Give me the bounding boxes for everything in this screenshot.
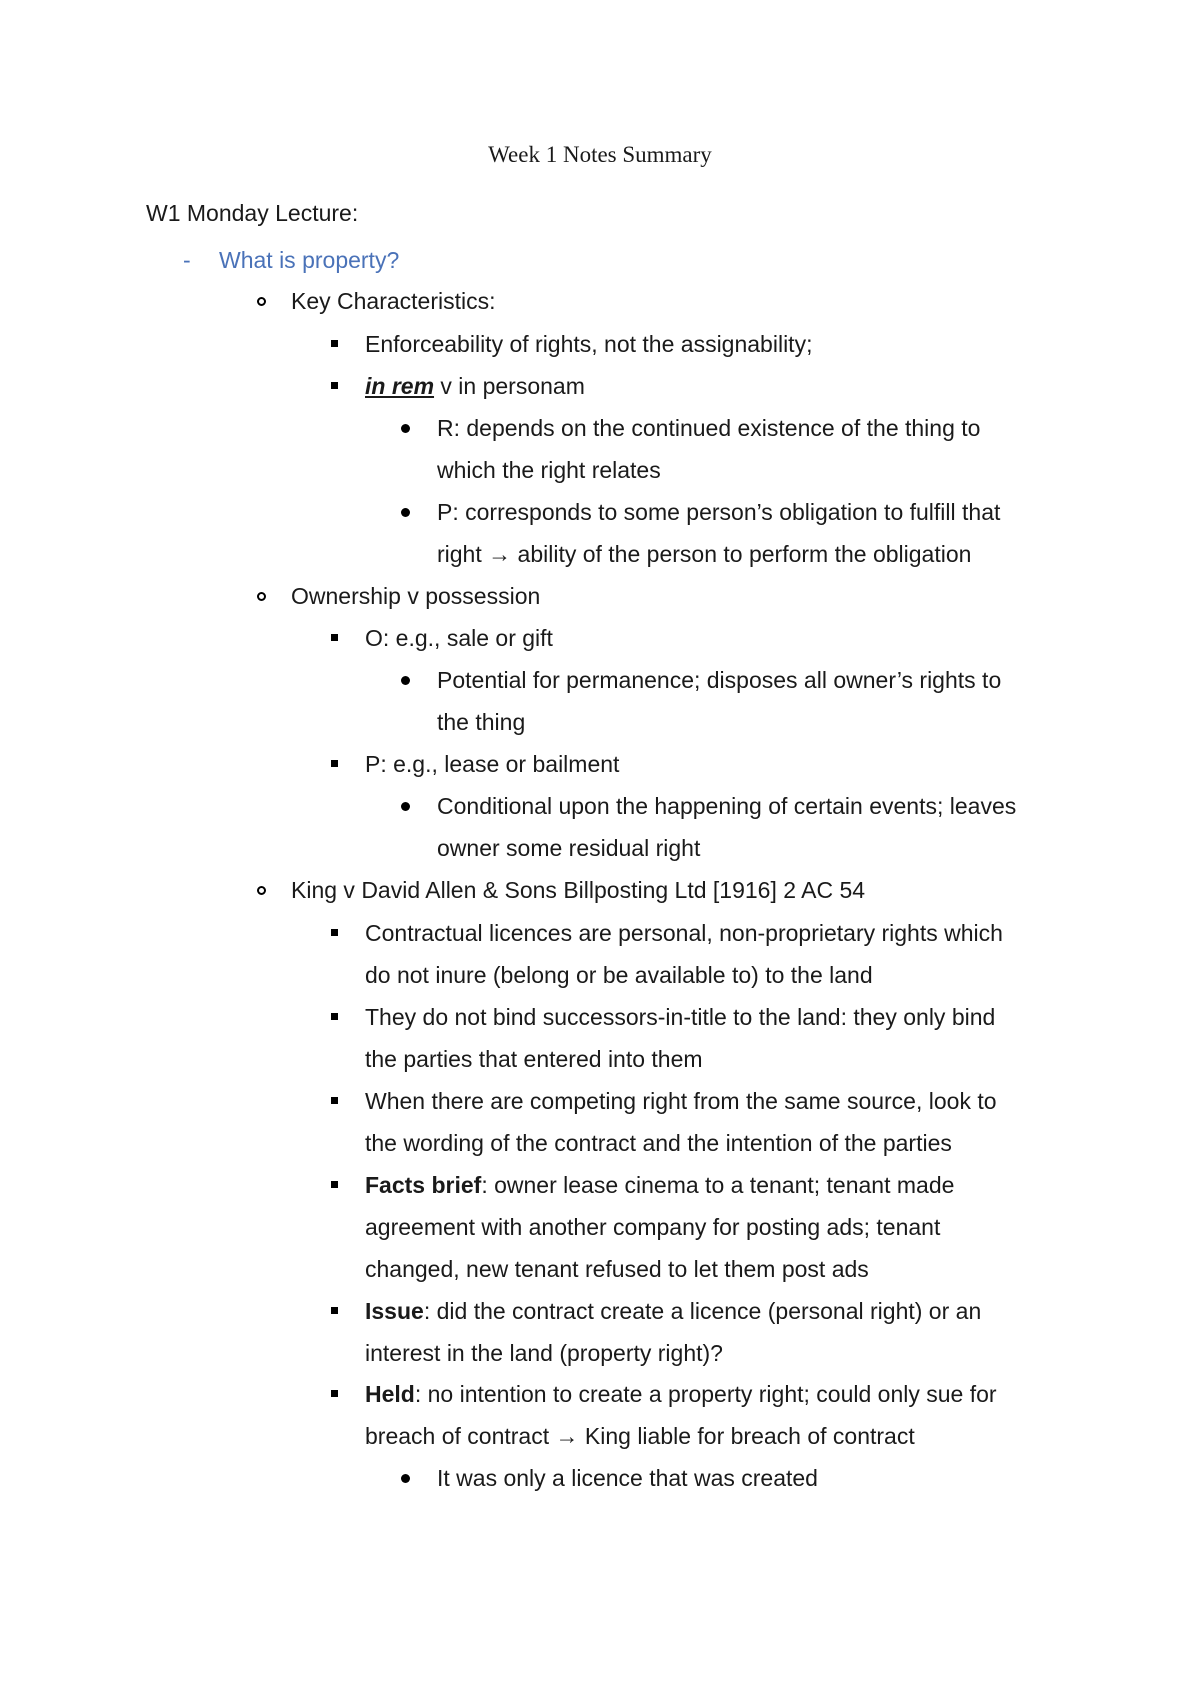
item-held-1	[365, 1379, 997, 1409]
item-permanence-2: the thing	[437, 709, 526, 735]
item-facts-2: agreement with another company for posting ads; tenant	[365, 1214, 941, 1240]
item-contractual-licences-1: Contractual licences are personal, non-proprietary rights which	[365, 920, 1003, 946]
item-successors-2: the parties that entered into them	[365, 1046, 703, 1072]
arrow-right-icon: →	[488, 541, 512, 567]
right-text: right	[437, 541, 489, 567]
circle-bullet-icon	[257, 592, 266, 601]
item-ownership: O: e.g., sale or gift	[365, 625, 553, 651]
item-facts-3: changed, new tenant refused to let them post ads	[365, 1256, 869, 1282]
square-bullet-icon	[331, 382, 338, 389]
question-what-is-property: What is property?	[219, 247, 400, 273]
dot-bullet-icon	[401, 676, 410, 685]
item-p-corresponds-2	[437, 539, 971, 569]
case-king-v-david-allen: King v David Allen & Sons Billposting Ltd [1916] 2 AC 54	[291, 877, 866, 903]
square-bullet-icon	[331, 1390, 338, 1397]
circle-bullet-icon	[257, 886, 266, 895]
facts-label: Facts brief	[365, 1172, 482, 1198]
dot-bullet-icon	[401, 508, 410, 517]
item-only-licence: It was only a licence that was created	[437, 1465, 818, 1491]
key-characteristics: Key Characteristics:	[291, 288, 496, 314]
item-r-depends-1: R: depends on the continued existence of the thing to	[437, 415, 981, 441]
square-bullet-icon	[331, 340, 338, 347]
ability-text: ability of the person to perform the obligation	[511, 541, 972, 567]
section-heading: W1 Monday Lecture:	[146, 200, 359, 226]
item-competing-2: the wording of the contract and the intention of the parties	[365, 1130, 952, 1156]
item-competing-1: When there are competing right from the same source, look to	[365, 1088, 997, 1114]
item-p-corresponds-1: P: corresponds to some person’s obligation to fulfill that	[437, 499, 1001, 525]
item-successors-1: They do not bind successors-in-title to the land: they only bind	[365, 1004, 996, 1030]
item-issue-1	[365, 1296, 981, 1326]
dash-bullet: -	[183, 247, 191, 273]
dot-bullet-icon	[401, 1474, 410, 1483]
item-conditional-1: Conditional upon the happening of certain events; leaves	[437, 793, 1017, 819]
item-r-depends-2: which the right relates	[437, 457, 661, 483]
dot-bullet-icon	[401, 424, 410, 433]
held-text: : no intention to create a property right; could only sue for	[414, 1381, 997, 1407]
square-bullet-icon	[331, 1307, 338, 1314]
dot-bullet-icon	[401, 802, 410, 811]
in-rem-term: in rem	[365, 373, 435, 399]
facts-text: : owner lease cinema to a tenant; tenant made	[481, 1172, 955, 1198]
item-issue-2: interest in the land (property right)?	[365, 1340, 723, 1366]
square-bullet-icon	[331, 929, 338, 936]
item-conditional-2: owner some residual right	[437, 835, 701, 861]
item-enforceability: Enforceability of rights, not the assignability;	[365, 331, 813, 357]
breach-text: breach of contract	[365, 1423, 556, 1449]
item-in-rem	[365, 371, 585, 401]
square-bullet-icon	[331, 634, 338, 641]
held-label: Held	[365, 1381, 415, 1407]
issue-text: : did the contract create a licence (personal right) or an	[423, 1298, 982, 1324]
in-personam-text: v in personam	[434, 373, 585, 399]
issue-label: Issue	[365, 1298, 424, 1324]
item-possession: P: e.g., lease or bailment	[365, 751, 620, 777]
page-title: Week 1 Notes Summary	[488, 142, 712, 167]
ownership-v-possession: Ownership v possession	[291, 583, 541, 609]
square-bullet-icon	[331, 760, 338, 767]
square-bullet-icon	[331, 1097, 338, 1104]
arrow-right-icon: →	[555, 1423, 579, 1449]
circle-bullet-icon	[257, 297, 266, 306]
item-contractual-licences-2: do not inure (belong or be available to) to the land	[365, 962, 873, 988]
king-liable-text: King liable for breach of contract	[578, 1423, 915, 1449]
square-bullet-icon	[331, 1013, 338, 1020]
item-permanence-1: Potential for permanence; disposes all owner’s rights to	[437, 667, 1002, 693]
square-bullet-icon	[331, 1181, 338, 1188]
item-facts-1	[365, 1170, 954, 1200]
item-held-2	[365, 1421, 915, 1451]
